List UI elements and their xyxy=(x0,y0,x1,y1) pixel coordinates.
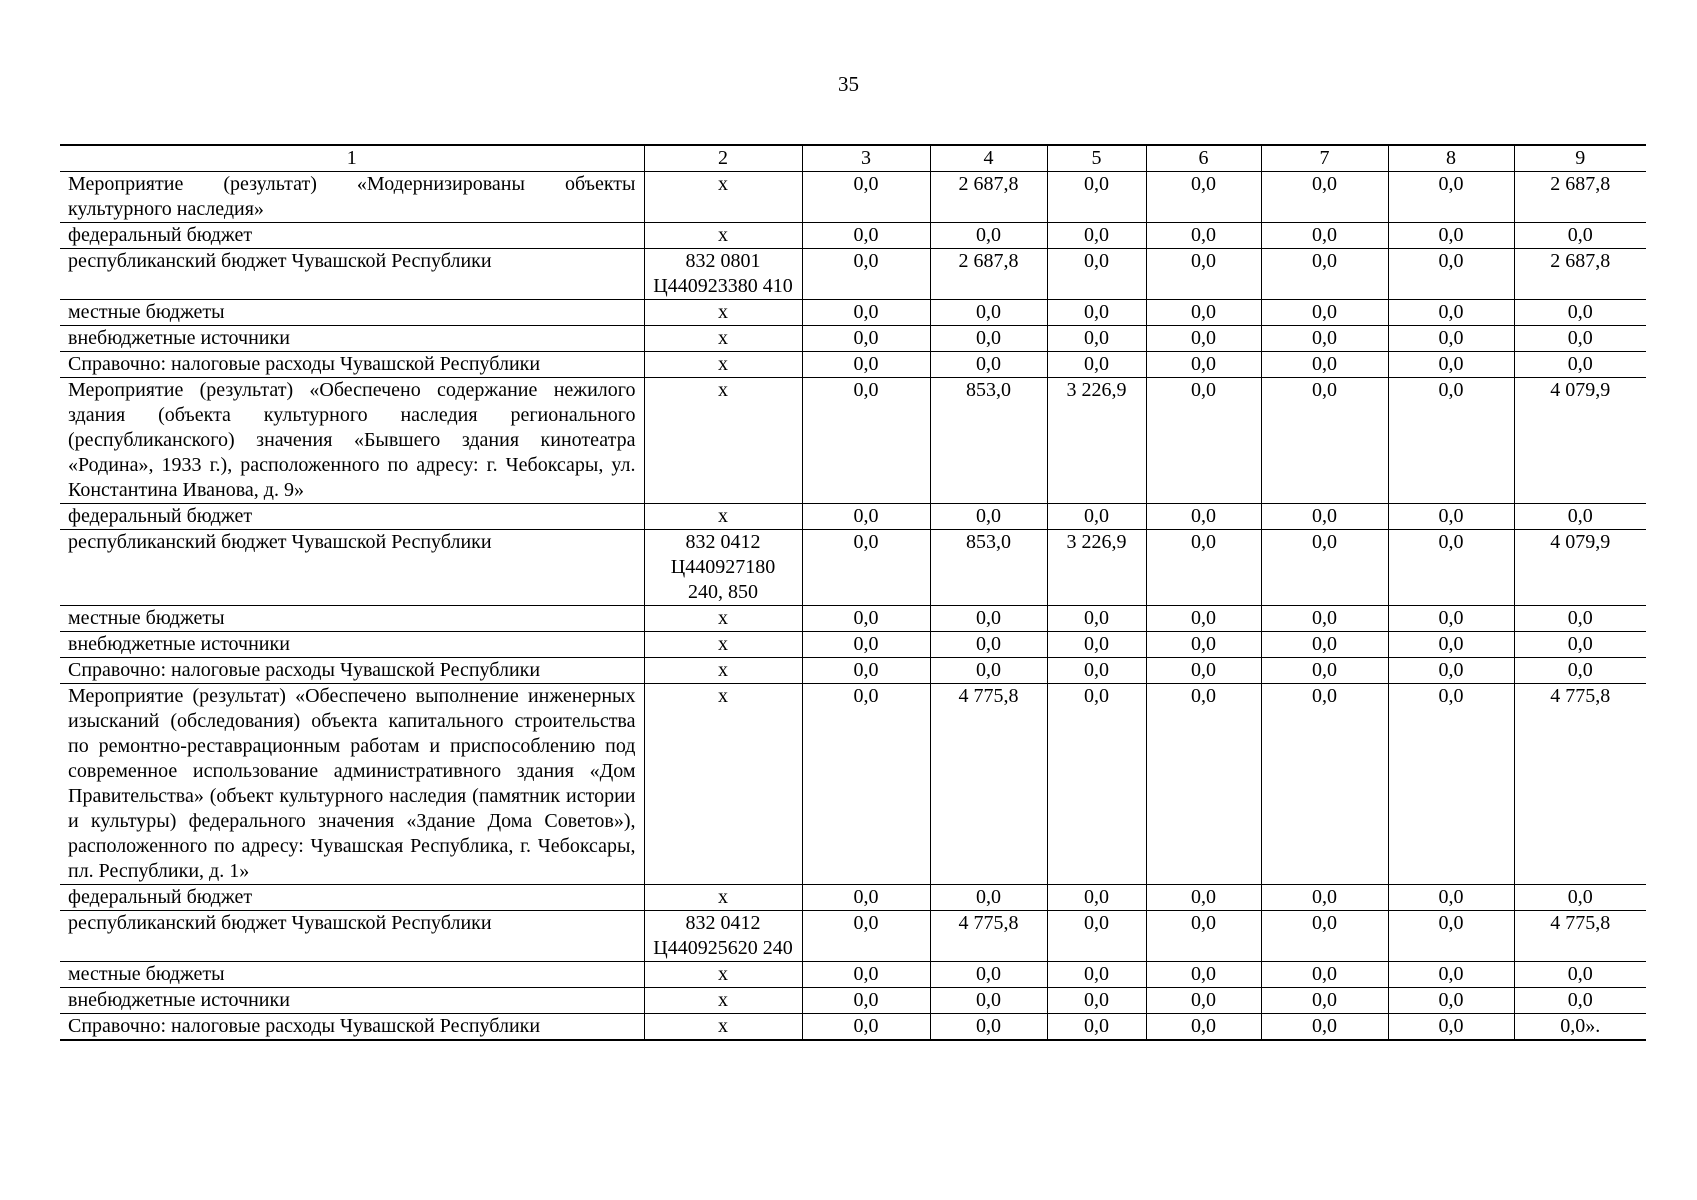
cell-col-9: 4 775,8 xyxy=(1514,911,1646,962)
cell-col-4: 0,0 xyxy=(930,632,1047,658)
cell-col-4: 0,0 xyxy=(930,504,1047,530)
cell-col-8: 0,0 xyxy=(1388,352,1514,378)
cell-col-3: 0,0 xyxy=(802,249,930,300)
cell-code: х xyxy=(644,1014,802,1041)
cell-col-6: 0,0 xyxy=(1146,911,1261,962)
cell-col-7: 0,0 xyxy=(1261,530,1388,606)
cell-col-9: 4 079,9 xyxy=(1514,530,1646,606)
cell-name: Мероприятие (результат) «Обеспечено содержание нежилого здания (объекта культурного наследия регионального (республиканского) значения «Бывшего здания кинотеатра «Родина», 1933 г.), расположенного по адресу: г. Чебоксары, ул. Константина Иванова, д. 9» xyxy=(60,378,644,504)
cell-col-8: 0,0 xyxy=(1388,504,1514,530)
cell-col-6: 0,0 xyxy=(1146,1014,1261,1041)
cell-col-3: 0,0 xyxy=(802,172,930,223)
table-row xyxy=(60,684,1646,885)
cell-col-5: 0,0 xyxy=(1047,988,1146,1014)
cell-col-9: 0,0 xyxy=(1514,962,1646,988)
cell-col-7: 0,0 xyxy=(1261,1014,1388,1041)
cell-col-4: 0,0 xyxy=(930,352,1047,378)
cell-col-7: 0,0 xyxy=(1261,885,1388,911)
cell-col-6: 0,0 xyxy=(1146,249,1261,300)
cell-col-6: 0,0 xyxy=(1146,530,1261,606)
table-row xyxy=(60,223,1646,249)
cell-col-7: 0,0 xyxy=(1261,249,1388,300)
cell-col-8: 0,0 xyxy=(1388,223,1514,249)
cell-col-3: 0,0 xyxy=(802,684,930,885)
cell-code: х xyxy=(644,988,802,1014)
cell-col-5: 0,0 xyxy=(1047,632,1146,658)
cell-col-8: 0,0 xyxy=(1388,172,1514,223)
column-header: 9 xyxy=(1514,145,1646,172)
cell-col-8: 0,0 xyxy=(1388,378,1514,504)
cell-col-5: 0,0 xyxy=(1047,606,1146,632)
cell-col-9: 0,0 xyxy=(1514,352,1646,378)
cell-name: местные бюджеты xyxy=(60,962,644,988)
cell-col-5: 0,0 xyxy=(1047,911,1146,962)
cell-col-8: 0,0 xyxy=(1388,606,1514,632)
cell-col-7: 0,0 xyxy=(1261,988,1388,1014)
cell-col-6: 0,0 xyxy=(1146,606,1261,632)
cell-col-5: 0,0 xyxy=(1047,249,1146,300)
cell-col-5: 0,0 xyxy=(1047,504,1146,530)
cell-col-8: 0,0 xyxy=(1388,326,1514,352)
cell-name: внебюджетные источники xyxy=(60,988,644,1014)
cell-col-6: 0,0 xyxy=(1146,223,1261,249)
cell-name: внебюджетные источники xyxy=(60,632,644,658)
cell-col-6: 0,0 xyxy=(1146,684,1261,885)
cell-col-5: 3 226,9 xyxy=(1047,530,1146,606)
cell-col-9: 0,0 xyxy=(1514,885,1646,911)
cell-col-7: 0,0 xyxy=(1261,606,1388,632)
cell-name: Мероприятие (результат) «Модернизированы объекты культурного наследия» xyxy=(60,172,644,223)
cell-name: внебюджетные источники xyxy=(60,326,644,352)
table-row xyxy=(60,606,1646,632)
cell-col-8: 0,0 xyxy=(1388,911,1514,962)
cell-col-5: 0,0 xyxy=(1047,658,1146,684)
cell-name: республиканский бюджет Чувашской Республики xyxy=(60,911,644,962)
table-row xyxy=(60,988,1646,1014)
cell-code: х xyxy=(644,326,802,352)
cell-col-8: 0,0 xyxy=(1388,300,1514,326)
cell-col-9: 0,0 xyxy=(1514,300,1646,326)
cell-col-9: 4 775,8 xyxy=(1514,684,1646,885)
cell-name: Справочно: налоговые расходы Чувашской Республики xyxy=(60,658,644,684)
cell-col-3: 0,0 xyxy=(802,606,930,632)
table-row xyxy=(60,249,1646,300)
column-header: 2 xyxy=(644,145,802,172)
table-row xyxy=(60,632,1646,658)
cell-col-3: 0,0 xyxy=(802,632,930,658)
cell-col-5: 0,0 xyxy=(1047,172,1146,223)
cell-code: х xyxy=(644,658,802,684)
table-row xyxy=(60,962,1646,988)
cell-col-7: 0,0 xyxy=(1261,504,1388,530)
cell-col-6: 0,0 xyxy=(1146,962,1261,988)
cell-col-7: 0,0 xyxy=(1261,684,1388,885)
cell-col-7: 0,0 xyxy=(1261,326,1388,352)
cell-col-8: 0,0 xyxy=(1388,249,1514,300)
cell-col-3: 0,0 xyxy=(802,1014,930,1041)
cell-col-3: 0,0 xyxy=(802,911,930,962)
column-header: 7 xyxy=(1261,145,1388,172)
cell-code: х xyxy=(644,606,802,632)
cell-col-3: 0,0 xyxy=(802,223,930,249)
table-body xyxy=(60,145,1646,1040)
cell-col-4: 0,0 xyxy=(930,988,1047,1014)
cell-col-5: 0,0 xyxy=(1047,684,1146,885)
cell-name: Мероприятие (результат) «Обеспечено выполнение инженерных изысканий (обследования) объекта капитального строительства по ремонтно-реставрационным работам и приспособлению под современное использование административного здания «Дом Правительства» (объект культурного наследия (памятник истории и культуры) федерального значения «Здание Дома Советов»), расположенного по адресу: Чувашская Республика, г. Чебоксары, пл. Республики, д. 1» xyxy=(60,684,644,885)
table-header-row xyxy=(60,145,1646,172)
cell-col-8: 0,0 xyxy=(1388,962,1514,988)
cell-col-7: 0,0 xyxy=(1261,223,1388,249)
cell-col-5: 0,0 xyxy=(1047,300,1146,326)
cell-col-4: 0,0 xyxy=(930,606,1047,632)
cell-name: республиканский бюджет Чувашской Республики xyxy=(60,530,644,606)
cell-col-5: 3 226,9 xyxy=(1047,378,1146,504)
cell-col-7: 0,0 xyxy=(1261,911,1388,962)
cell-col-9: 0,0 xyxy=(1514,326,1646,352)
cell-name: Справочно: налоговые расходы Чувашской Республики xyxy=(60,1014,644,1041)
table-row xyxy=(60,530,1646,606)
cell-col-9: 4 079,9 xyxy=(1514,378,1646,504)
cell-col-7: 0,0 xyxy=(1261,300,1388,326)
table-row xyxy=(60,352,1646,378)
cell-col-4: 0,0 xyxy=(930,223,1047,249)
cell-code: х xyxy=(644,378,802,504)
table-row xyxy=(60,300,1646,326)
table-row xyxy=(60,326,1646,352)
cell-col-4: 853,0 xyxy=(930,378,1047,504)
cell-col-5: 0,0 xyxy=(1047,1014,1146,1041)
cell-col-4: 4 775,8 xyxy=(930,911,1047,962)
cell-code: х xyxy=(644,352,802,378)
column-header: 8 xyxy=(1388,145,1514,172)
table-row xyxy=(60,1014,1646,1041)
table-row xyxy=(60,504,1646,530)
cell-name: республиканский бюджет Чувашской Республики xyxy=(60,249,644,300)
cell-col-9: 0,0 xyxy=(1514,658,1646,684)
cell-col-9: 2 687,8 xyxy=(1514,249,1646,300)
cell-col-7: 0,0 xyxy=(1261,632,1388,658)
table-row xyxy=(60,172,1646,223)
cell-col-9: 0,0 xyxy=(1514,504,1646,530)
cell-code: х xyxy=(644,684,802,885)
cell-col-8: 0,0 xyxy=(1388,684,1514,885)
cell-col-8: 0,0 xyxy=(1388,988,1514,1014)
cell-col-3: 0,0 xyxy=(802,300,930,326)
cell-col-6: 0,0 xyxy=(1146,885,1261,911)
cell-name: Справочно: налоговые расходы Чувашской Республики xyxy=(60,352,644,378)
cell-col-9: 0,0 xyxy=(1514,223,1646,249)
cell-col-9: 0,0». xyxy=(1514,1014,1646,1041)
cell-col-4: 2 687,8 xyxy=(930,172,1047,223)
cell-col-6: 0,0 xyxy=(1146,504,1261,530)
cell-col-4: 0,0 xyxy=(930,885,1047,911)
cell-col-3: 0,0 xyxy=(802,658,930,684)
cell-col-4: 0,0 xyxy=(930,1014,1047,1041)
cell-code: 832 0412 Ц440925620 240 xyxy=(644,911,802,962)
cell-code: 832 0801 Ц440923380 410 xyxy=(644,249,802,300)
cell-col-7: 0,0 xyxy=(1261,352,1388,378)
cell-col-3: 0,0 xyxy=(802,988,930,1014)
cell-code: х xyxy=(644,504,802,530)
cell-col-5: 0,0 xyxy=(1047,962,1146,988)
cell-col-3: 0,0 xyxy=(802,530,930,606)
cell-col-7: 0,0 xyxy=(1261,378,1388,504)
cell-code: х xyxy=(644,962,802,988)
cell-col-4: 2 687,8 xyxy=(930,249,1047,300)
cell-col-4: 0,0 xyxy=(930,962,1047,988)
page-number: 35 xyxy=(838,72,859,96)
table-row xyxy=(60,911,1646,962)
cell-col-9: 0,0 xyxy=(1514,632,1646,658)
cell-col-4: 853,0 xyxy=(930,530,1047,606)
cell-name: федеральный бюджет xyxy=(60,223,644,249)
cell-code: х xyxy=(644,885,802,911)
cell-name: местные бюджеты xyxy=(60,300,644,326)
cell-col-6: 0,0 xyxy=(1146,352,1261,378)
cell-col-3: 0,0 xyxy=(802,962,930,988)
cell-code: х xyxy=(644,300,802,326)
cell-col-4: 0,0 xyxy=(930,300,1047,326)
cell-name: федеральный бюджет xyxy=(60,504,644,530)
cell-col-5: 0,0 xyxy=(1047,885,1146,911)
cell-col-3: 0,0 xyxy=(802,326,930,352)
cell-col-3: 0,0 xyxy=(802,504,930,530)
cell-col-8: 0,0 xyxy=(1388,658,1514,684)
budget-table xyxy=(60,144,1646,1041)
cell-code: х xyxy=(644,632,802,658)
cell-col-7: 0,0 xyxy=(1261,658,1388,684)
cell-code: 832 0412 Ц440927180 240, 850 xyxy=(644,530,802,606)
cell-name: федеральный бюджет xyxy=(60,885,644,911)
cell-col-3: 0,0 xyxy=(802,352,930,378)
cell-col-7: 0,0 xyxy=(1261,172,1388,223)
cell-col-4: 0,0 xyxy=(930,326,1047,352)
cell-col-6: 0,0 xyxy=(1146,988,1261,1014)
cell-col-4: 0,0 xyxy=(930,658,1047,684)
column-header: 1 xyxy=(60,145,644,172)
cell-col-6: 0,0 xyxy=(1146,632,1261,658)
cell-col-8: 0,0 xyxy=(1388,1014,1514,1041)
column-header: 5 xyxy=(1047,145,1146,172)
cell-col-9: 0,0 xyxy=(1514,606,1646,632)
cell-col-3: 0,0 xyxy=(802,885,930,911)
column-header: 6 xyxy=(1146,145,1261,172)
cell-col-7: 0,0 xyxy=(1261,962,1388,988)
column-header: 3 xyxy=(802,145,930,172)
cell-col-9: 0,0 xyxy=(1514,988,1646,1014)
cell-code: х xyxy=(644,172,802,223)
cell-col-8: 0,0 xyxy=(1388,632,1514,658)
cell-col-8: 0,0 xyxy=(1388,885,1514,911)
cell-col-3: 0,0 xyxy=(802,378,930,504)
table-row xyxy=(60,885,1646,911)
cell-code: х xyxy=(644,223,802,249)
cell-col-6: 0,0 xyxy=(1146,300,1261,326)
cell-col-5: 0,0 xyxy=(1047,326,1146,352)
column-header: 4 xyxy=(930,145,1047,172)
table-row xyxy=(60,378,1646,504)
cell-name: местные бюджеты xyxy=(60,606,644,632)
cell-col-9: 2 687,8 xyxy=(1514,172,1646,223)
cell-col-6: 0,0 xyxy=(1146,172,1261,223)
cell-col-5: 0,0 xyxy=(1047,223,1146,249)
cell-col-6: 0,0 xyxy=(1146,326,1261,352)
table-row xyxy=(60,658,1646,684)
cell-col-8: 0,0 xyxy=(1388,530,1514,606)
cell-col-6: 0,0 xyxy=(1146,378,1261,504)
cell-col-4: 4 775,8 xyxy=(930,684,1047,885)
cell-col-6: 0,0 xyxy=(1146,658,1261,684)
cell-col-5: 0,0 xyxy=(1047,352,1146,378)
